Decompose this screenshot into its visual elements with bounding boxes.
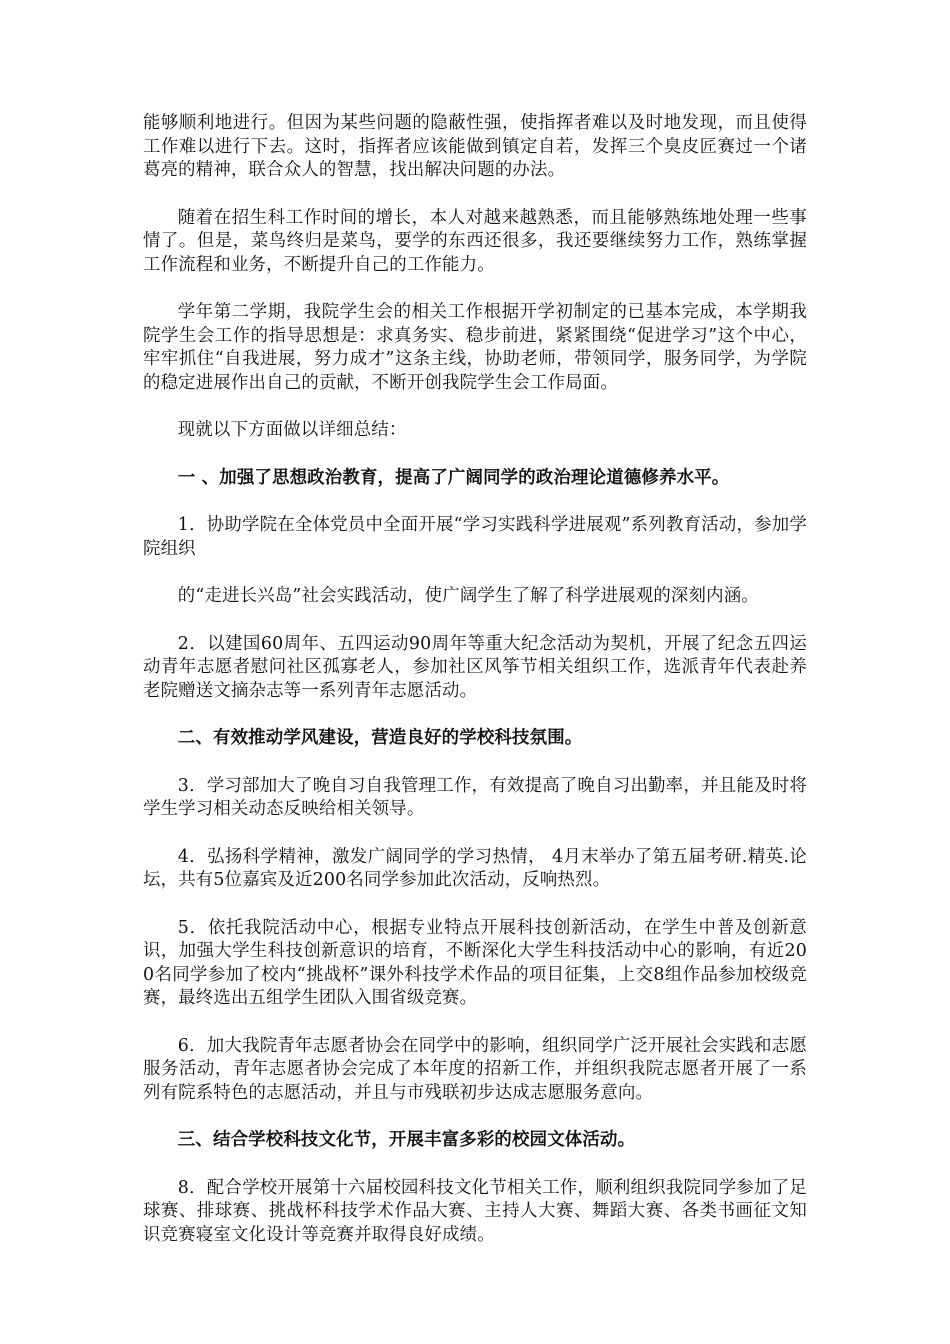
paragraph-item-5: 5．依托我院活动中心，根据专业特点开展科技创新活动，在学生中普及创新意识，加强大学生科技创新意识的培育，不断深化大学生科技活动中心的影响，有近200名同学参加了校内“挑战杯”课外科技学术作品的项目征集，上交8组作品参加校级竞赛，最终选出五组学生团队入围省级竞赛。: [143, 917, 807, 1008]
paragraph-summary-intro: 现就以下方面做以详细总结：: [177, 420, 407, 440]
paragraph-semester-overview: 学年第二学期，我院学生会的相关工作根据开学初制定的已基本完成，本学期我院学生会工作的指导思想是：求真务实、稳步前进，紧紧围绕“促进学习”这个中心，牢牢抓住“自我进展，努力成才”这条主线，协助老师，带领同学，服务同学，为学院的稳定进展作出自己的贡献，不断开创我院学生会工作局面。: [143, 302, 807, 393]
paragraph-item-4: 4．弘扬科学精神，激发广阔同学的学习热情， 4月末举办了第五届考研.精英.论坛，共有5位嘉宾及近200名同学参加此次活动，反响热烈。: [143, 846, 807, 890]
paragraph-item-6: 6．加大我院青年志愿者协会在同学中的影响，组织同学广泛开展社会实践和志愿服务活动，青年志愿者协会完成了本年度的招新工作，并组织我院志愿者开展了一系列有院系特色的志愿活动，并且与市残联初步达成志愿服务意向。: [143, 1035, 807, 1103]
paragraph-item-3: 3．学习部加大了晚自习自我管理工作，有效提高了晚自习出勤率，并且能及时将学生学习相关动态反映给相关领导。: [143, 775, 807, 819]
section-heading-2: 二、有效推动学风建设，营造良好的学校科技氛围。: [177, 728, 583, 748]
paragraph-item-2: 2．以建国60周年、五四运动90周年等重大纪念活动为契机，开展了纪念五四运动青年志愿者慰问社区孤寡老人，参加社区风筝节相关组织工作，选派青年代表赴养老院赠送文摘杂志等一系列青年志愿活动。: [143, 633, 807, 701]
paragraph-continuation: 能够顺利地进行。但因为某些问题的隐蔽性强，使指挥者难以及时地发现，而且使得工作难以进行下去。这时，指挥者应该能做到镇定自若，发挥三个臭皮匠赛过一个诸葛亮的精神，联合众人的智慧，找出解决问题的办法。: [143, 113, 807, 180]
section-heading-1: 一 、加强了思想政治教育，提高了广阔同学的政治理论道德修养水平。: [177, 467, 730, 488]
paragraph-work-growth: 随着在招生科工作时间的增长，本人对越来越熟悉，而且能够熟练地处理一些事情了。但是，菜鸟终归是菜鸟，要学的东西还很多，我还要继续努力工作，熟练掌握工作流程和业务，不断提升自己的工作能力。: [143, 207, 807, 275]
paragraph-item-1-continued: 的“走进长兴岛”社会实践活动，使广阔学生了解了科学进展观的深刻内涵。: [177, 586, 759, 606]
paragraph-item-8: 8．配合学校开展第十六届校园科技文化节相关工作，顺利组织我院同学参加了足球赛、排球赛、挑战杯科技学术作品大赛、主持人大赛、舞蹈大赛、各类书画征文知识竞赛寝室文化设计等竞赛并取得良好成绩。: [143, 1177, 807, 1245]
paragraph-item-1: 1．协助学院在全体党员中全面开展“学习实践科学进展观”系列教育活动，参加学院组织: [143, 515, 807, 559]
document-page: [143, 112, 807, 1271]
section-heading-3: 三、结合学校科技文化节，开展丰富多彩的校园文体活动。: [177, 1130, 636, 1150]
